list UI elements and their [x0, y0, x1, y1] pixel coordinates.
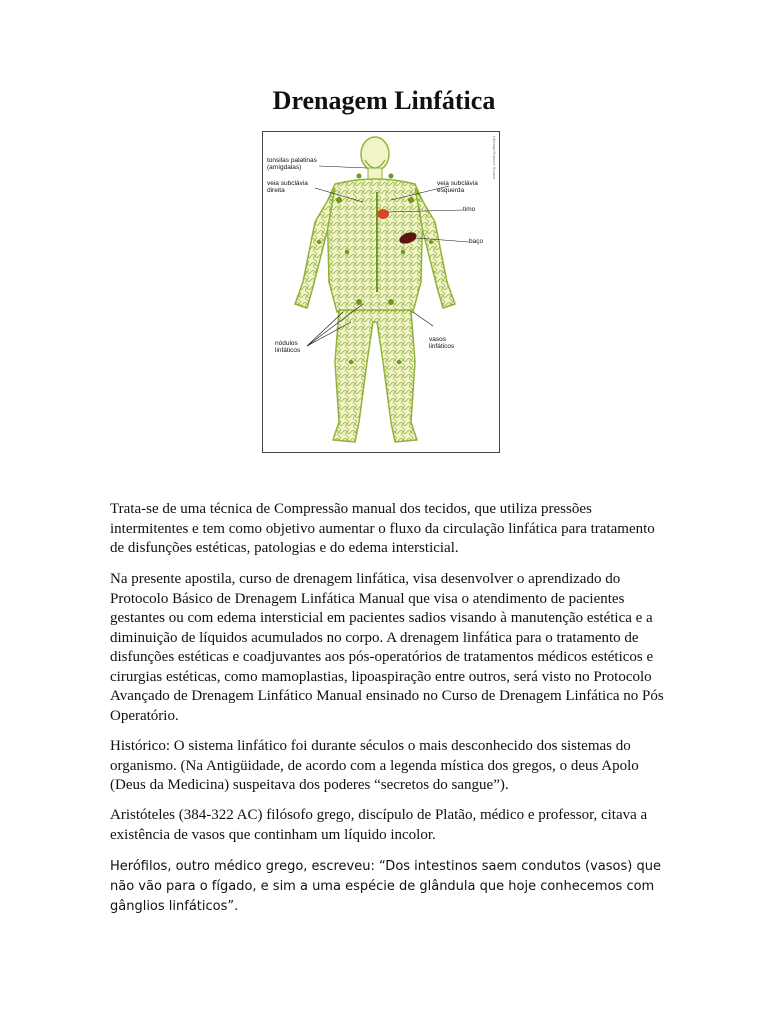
paragraph-intro: Trata-se de uma técnica de Compressão manual dos tecidos, que utiliza pressões intermitentes e tem como objetivo aumentar o fluxo da circulação linfática para tratamento de disfunções estéticas, patologias e do edema intersticial. [110, 501, 655, 556]
label-spleen: baço [469, 238, 484, 245]
label-tonsils: tonsilas palatinas (amígdalas) [267, 157, 317, 171]
lymphatic-system-figure [262, 131, 500, 453]
paragraph-historico: Histórico: O sistema linfático foi durante séculos o mais desconhecido dos sistemas do organismo. (Na Antigüidade, de acordo com a legenda mística dos gregos, o deus Apolo (Deus da Medicina) suspeitava dos poderes “secretos do sangue”). [110, 738, 639, 793]
paragraph-herofilos: Herófilos, outro médico grego, escreveu: “Dos intestinos saem condutos (vasos) que não vão para o fígado, e sim a uma espécie de glândula que hoje conhecemos com gânglios linfáticos”. [110, 859, 661, 914]
label-right-subclavian-vein: veia subclávia direita [267, 180, 308, 194]
figure-credit: Lifemap/Science Source [492, 136, 497, 180]
label-thymus: timo [463, 206, 476, 213]
document-title: Drenagem Linfática [272, 86, 496, 115]
lymph-network [295, 160, 455, 442]
heart-shape [377, 209, 389, 219]
paragraph-course: Na presente apostila, curso de drenagem linfática, visa desenvolver o aprendizado do Protocolo Básico de Drenagem Linfática Manual que visa o atendimento de pacientes gestantes ou com edema intersticial em pacientes sadios visando à manutenção estética e a diminuição de líquidos acumulados no corpo. A drenagem linfática para o tratamento de disfunções estéticas e coadjuvantes aos pós-operatórios de tratamentos médicos estéticos e cirurgias estéticas, como mamoplastias, lipoaspiração entre outros, será visto no Protocolo Avançado de Drenagem Linfático Manual ensinado no Curso de Drenagem Linfática no Pós Operatório. [110, 571, 664, 724]
label-lymph-vessels: vasos linfáticos [429, 336, 455, 350]
label-lymph-nodules: nódulos linfáticos [275, 340, 301, 354]
paragraph-aristoteles: Aristóteles (384-322 AC) filósofo grego, discípulo de Platão, médico e professor, citava a existência de vasos que continham um líquido incolor. [110, 807, 648, 843]
label-left-subclavian-vein: veia subclávia esquerda [437, 180, 478, 194]
